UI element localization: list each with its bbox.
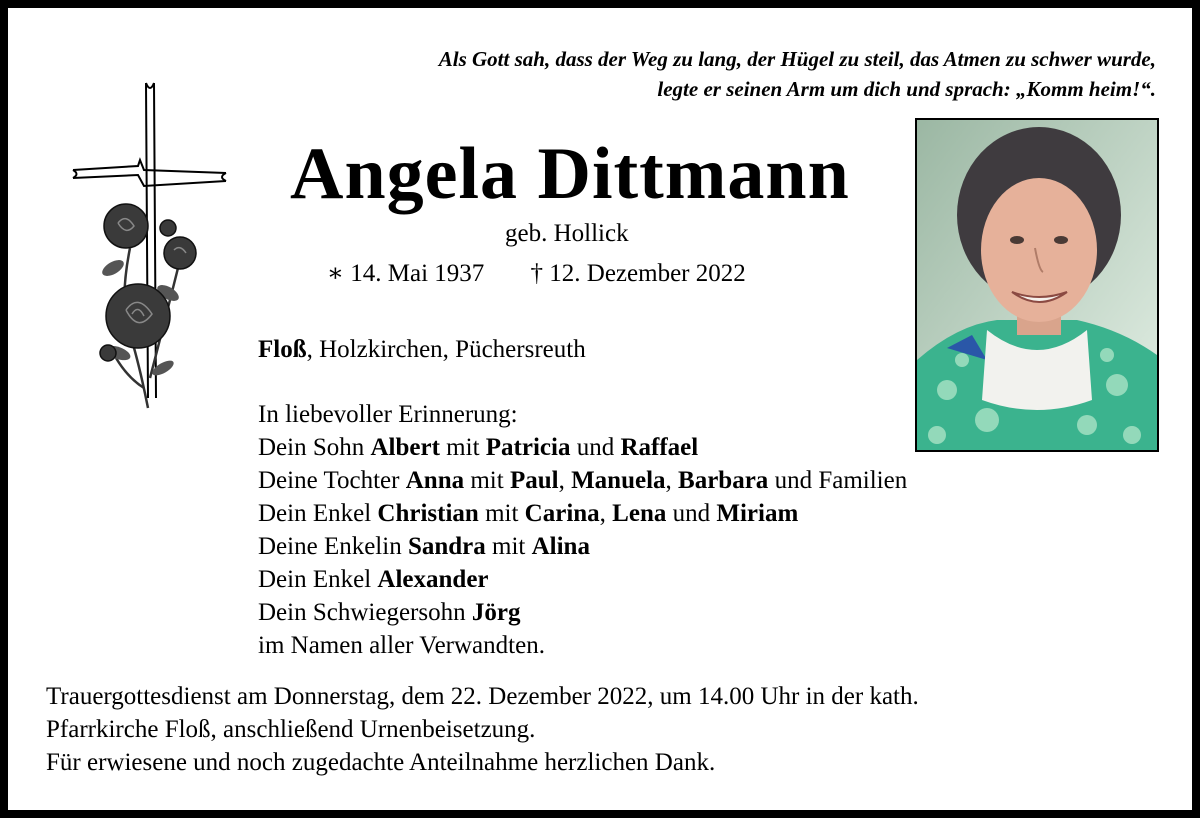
mourner-text: Dein Schwiegersohn bbox=[258, 599, 472, 626]
mourner-name: Raffael bbox=[620, 434, 699, 461]
mourner-name: Christian bbox=[377, 500, 479, 527]
deceased-name: Angela Dittmann bbox=[290, 133, 850, 215]
places-rest: , Holzkirchen, Püchersreuth bbox=[306, 336, 586, 363]
memory-lines bbox=[258, 431, 907, 662]
mourner-text: Deine Tochter bbox=[258, 467, 406, 494]
mourner-name: Paul bbox=[509, 467, 559, 494]
mourner-text: mit bbox=[464, 467, 510, 494]
mourner-text: Dein Sohn bbox=[258, 434, 371, 461]
mourner-line bbox=[258, 563, 907, 596]
mourner-text: und bbox=[666, 500, 717, 527]
mourner-text: , bbox=[599, 500, 613, 527]
mourner-text: mit bbox=[485, 533, 532, 560]
memory-section bbox=[258, 398, 907, 662]
mourner-line bbox=[258, 464, 907, 497]
mourner-text: mit bbox=[478, 500, 525, 527]
mourner-name: Anna bbox=[405, 467, 465, 494]
quote-line-1: Als Gott sah, dass der Weg zu lang, der Hügel zu steil, das Atmen zu schwer wurde, bbox=[438, 47, 1156, 71]
mourner-text: Dein Enkel bbox=[258, 566, 378, 593]
quote bbox=[439, 44, 1156, 104]
mourner-name: Sandra bbox=[407, 533, 486, 560]
mourner-name: Barbara bbox=[678, 467, 769, 494]
mourner-text: im Namen aller Verwandten. bbox=[258, 632, 545, 659]
mourner-text: und Familien bbox=[768, 467, 908, 494]
mourner-name: Jörg bbox=[471, 599, 521, 626]
mourner-text: und bbox=[570, 434, 621, 461]
mourner-text: Dein Enkel bbox=[258, 500, 378, 527]
mourner-text: , bbox=[665, 467, 679, 494]
service-line-3: Für erwiesene und noch zugedachte Anteilnahme herzlichen Dank. bbox=[46, 749, 716, 776]
mourner-line bbox=[258, 596, 907, 629]
birth-symbol: ∗ bbox=[327, 260, 344, 287]
mourner-name: Alexander bbox=[377, 566, 489, 593]
mourner-name: Lena bbox=[612, 500, 667, 527]
mourner-line bbox=[258, 431, 907, 464]
mourner-line bbox=[258, 497, 907, 530]
places bbox=[258, 336, 586, 364]
mourner-name: Miriam bbox=[716, 500, 799, 527]
life-dates bbox=[327, 258, 746, 288]
portrait-photo bbox=[915, 118, 1159, 452]
cross-with-roses-icon bbox=[68, 78, 233, 418]
mourner-name: Carina bbox=[524, 500, 600, 527]
death-symbol: † bbox=[530, 260, 544, 287]
mourner-text: mit bbox=[439, 434, 486, 461]
death-date: 12. Dezember 2022 bbox=[549, 260, 746, 287]
mourner-text: , bbox=[558, 467, 572, 494]
birth-name: geb. Hollick bbox=[505, 220, 629, 247]
mourner-name: Albert bbox=[370, 434, 440, 461]
mourner-name: Manuela bbox=[571, 467, 666, 494]
service-info bbox=[46, 680, 919, 779]
mourner-text: Deine Enkelin bbox=[258, 533, 408, 560]
memory-intro: In liebevoller Erinnerung: bbox=[258, 401, 518, 428]
service-line-1: Trauergottesdienst am Donnerstag, dem 22. Dezember 2022, um 14.00 Uhr in der kath. bbox=[46, 683, 919, 710]
quote-line-2: legte er seinen Arm um dich und sprach: „Komm heim!“. bbox=[657, 77, 1156, 101]
mourner-name: Alina bbox=[531, 533, 590, 560]
mourner-line bbox=[258, 629, 907, 662]
mourner-line bbox=[258, 530, 907, 563]
service-line-2: Pfarrkirche Floß, anschließend Urnenbeisetzung. bbox=[46, 716, 536, 743]
place-main: Floß bbox=[258, 336, 307, 363]
birth-date: 14. Mai 1937 bbox=[350, 260, 485, 287]
mourner-name: Patricia bbox=[485, 434, 571, 461]
